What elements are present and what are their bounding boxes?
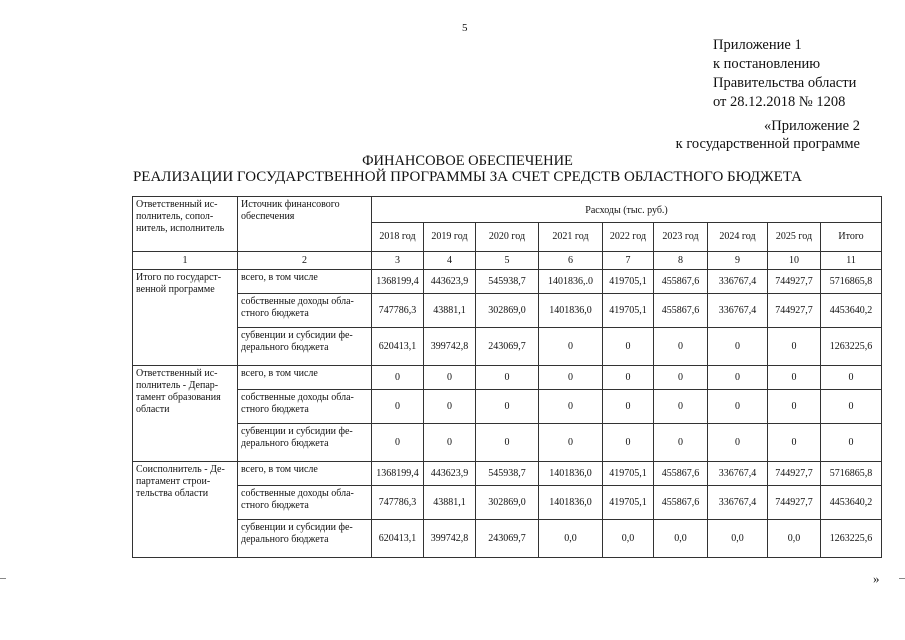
value-cell: 419705,1	[603, 294, 654, 328]
value-cell: 4453640,2	[821, 294, 882, 328]
header-year: 2022 год	[603, 223, 654, 252]
column-index: 10	[768, 252, 821, 270]
value-cell: 744927,7	[768, 462, 821, 486]
header-year: Итого	[821, 223, 882, 252]
value-cell: 0	[424, 424, 476, 462]
table-row	[133, 462, 882, 486]
value-cell: 0	[768, 424, 821, 462]
value-cell: 455867,6	[654, 270, 708, 294]
closing-quote: »	[873, 571, 880, 586]
value-cell: 0	[603, 366, 654, 390]
source-cell: всего, в том числе	[238, 462, 372, 486]
value-cell: 0	[424, 366, 476, 390]
value-cell: 744927,7	[768, 486, 821, 520]
value-cell: 243069,7	[476, 328, 539, 366]
value-cell: 0	[603, 328, 654, 366]
value-cell: 5716865,8	[821, 462, 882, 486]
value-cell: 545938,7	[476, 270, 539, 294]
source-cell: всего, в том числе	[238, 270, 372, 294]
header-source: Источник финансового обеспечения	[238, 197, 372, 252]
source-cell: субвенции и субсидии фе-дерального бюджета	[238, 328, 372, 366]
margin-mark-right	[899, 578, 905, 579]
value-cell: 0	[424, 390, 476, 424]
value-cell: 0	[821, 390, 882, 424]
value-cell: 0	[539, 424, 603, 462]
value-cell: 1401836,0	[539, 462, 603, 486]
value-cell: 336767,4	[708, 294, 768, 328]
margin-mark-left	[0, 578, 6, 579]
value-cell: 620413,1	[372, 520, 424, 558]
value-cell: 0	[821, 424, 882, 462]
source-cell: всего, в том числе	[238, 366, 372, 390]
value-cell: 0	[768, 366, 821, 390]
column-index: 1	[133, 252, 238, 270]
table-row	[133, 366, 882, 390]
executor-cell: Соисполнитель - Де-партамент строи-тельства области	[133, 462, 238, 558]
table-row	[133, 486, 882, 520]
value-cell: 747786,3	[372, 486, 424, 520]
value-cell: 0	[654, 366, 708, 390]
source-cell: собственные доходы обла-стного бюджета	[238, 486, 372, 520]
table-body	[133, 197, 882, 558]
value-cell: 0,0	[539, 520, 603, 558]
value-cell: 0	[708, 366, 768, 390]
value-cell: 0	[539, 390, 603, 424]
value-cell: 747786,3	[372, 294, 424, 328]
value-cell: 0	[654, 328, 708, 366]
value-cell: 545938,7	[476, 462, 539, 486]
table-row	[133, 520, 882, 558]
column-index: 7	[603, 252, 654, 270]
value-cell: 43881,1	[424, 486, 476, 520]
value-cell: 0	[603, 390, 654, 424]
value-cell: 0	[708, 390, 768, 424]
appendix-line: Приложение 1	[713, 37, 802, 53]
value-cell: 0	[539, 366, 603, 390]
column-index: 3	[372, 252, 424, 270]
value-cell: 336767,4	[708, 486, 768, 520]
value-cell: 0,0	[708, 520, 768, 558]
value-cell: 4453640,2	[821, 486, 882, 520]
value-cell: 0	[476, 390, 539, 424]
document-subtitle: РЕАЛИЗАЦИИ ГОСУДАРСТВЕННОЙ ПРОГРАММЫ ЗА СЧЕТ СРЕДСТВ ОБЛАСТНОГО БЮДЖЕТА	[132, 169, 803, 185]
value-cell: 1401836,.0	[539, 270, 603, 294]
value-cell: 0	[768, 390, 821, 424]
value-cell: 336767,4	[708, 462, 768, 486]
appendix2-block	[676, 117, 860, 153]
document-title: ФИНАНСОВОЕ ОБЕСПЕЧЕНИЕ	[362, 153, 573, 169]
value-cell: 443623,9	[424, 462, 476, 486]
value-cell: 0	[708, 424, 768, 462]
column-index: 2	[238, 252, 372, 270]
value-cell: 0	[708, 328, 768, 366]
header-year: 2021 год	[539, 223, 603, 252]
column-index: 4	[424, 252, 476, 270]
value-cell: 336767,4	[708, 270, 768, 294]
header-year: 2025 год	[768, 223, 821, 252]
column-index: 11	[821, 252, 882, 270]
value-cell: 0	[476, 424, 539, 462]
table-row	[133, 424, 882, 462]
table-row	[133, 390, 882, 424]
source-cell: собственные доходы обла-стного бюджета	[238, 294, 372, 328]
source-cell: субвенции и субсидии фе-дерального бюджета	[238, 424, 372, 462]
value-cell: 0,0	[768, 520, 821, 558]
value-cell: 0	[372, 366, 424, 390]
header-year: 2019 год	[424, 223, 476, 252]
value-cell: 744927,7	[768, 294, 821, 328]
value-cell: 0	[476, 366, 539, 390]
header-year: 2020 год	[476, 223, 539, 252]
source-cell: субвенции и субсидии фе-дерального бюджета	[238, 520, 372, 558]
appendix-line: к постановлению	[713, 56, 821, 72]
value-cell: 455867,6	[654, 294, 708, 328]
value-cell: 302869,0	[476, 294, 539, 328]
financing-table	[132, 196, 882, 558]
value-cell: 620413,1	[372, 328, 424, 366]
value-cell: 419705,1	[603, 486, 654, 520]
value-cell: 0	[372, 390, 424, 424]
appendix-line: от 28.12.2018 № 1208	[713, 94, 846, 110]
header-year: 2018 год	[372, 223, 424, 252]
value-cell: 455867,6	[654, 462, 708, 486]
appendix-line: Правительства области	[713, 75, 857, 91]
value-cell: 455867,6	[654, 486, 708, 520]
appendix-block	[713, 36, 856, 112]
value-cell: 0	[768, 328, 821, 366]
table-row	[133, 294, 882, 328]
value-cell: 399742,8	[424, 520, 476, 558]
value-cell: 302869,0	[476, 486, 539, 520]
value-cell: 1263225,6	[821, 520, 882, 558]
value-cell: 0	[654, 390, 708, 424]
index-row	[133, 252, 882, 270]
table-row	[133, 270, 882, 294]
value-cell: 0	[821, 366, 882, 390]
value-cell: 0	[372, 424, 424, 462]
column-index: 8	[654, 252, 708, 270]
value-cell: 1368199,4	[372, 462, 424, 486]
executor-cell: Ответственный ис-полнитель - Депар-тамент образования области	[133, 366, 238, 462]
value-cell: 419705,1	[603, 462, 654, 486]
value-cell: 1401836,0	[539, 486, 603, 520]
table-row	[133, 328, 882, 366]
value-cell: 419705,1	[603, 270, 654, 294]
value-cell: 0	[603, 424, 654, 462]
value-cell: 0	[654, 424, 708, 462]
column-index: 6	[539, 252, 603, 270]
value-cell: 399742,8	[424, 328, 476, 366]
value-cell: 0,0	[603, 520, 654, 558]
appendix2-line: «Приложение 2	[764, 118, 860, 134]
value-cell: 0	[539, 328, 603, 366]
value-cell: 744927,7	[768, 270, 821, 294]
value-cell: 1401836,0	[539, 294, 603, 328]
value-cell: 0,0	[654, 520, 708, 558]
appendix2-line: к государственной программе	[675, 136, 860, 152]
value-cell: 443623,9	[424, 270, 476, 294]
value-cell: 5716865,8	[821, 270, 882, 294]
header-executor: Ответственный ис-полнитель, сопол-нитель, исполнитель	[133, 197, 238, 252]
executor-cell: Итого по государст-венной программе	[133, 270, 238, 366]
value-cell: 1263225,6	[821, 328, 882, 366]
header-year: 2023 год	[654, 223, 708, 252]
value-cell: 43881,1	[424, 294, 476, 328]
value-cell: 243069,7	[476, 520, 539, 558]
source-cell: собственные доходы обла-стного бюджета	[238, 390, 372, 424]
column-index: 9	[708, 252, 768, 270]
header-expenses: Расходы (тыс. руб.)	[372, 197, 882, 223]
value-cell: 1368199,4	[372, 270, 424, 294]
header-row	[133, 197, 882, 223]
page-number: 5	[462, 22, 468, 34]
column-index: 5	[476, 252, 539, 270]
header-year: 2024 год	[708, 223, 768, 252]
